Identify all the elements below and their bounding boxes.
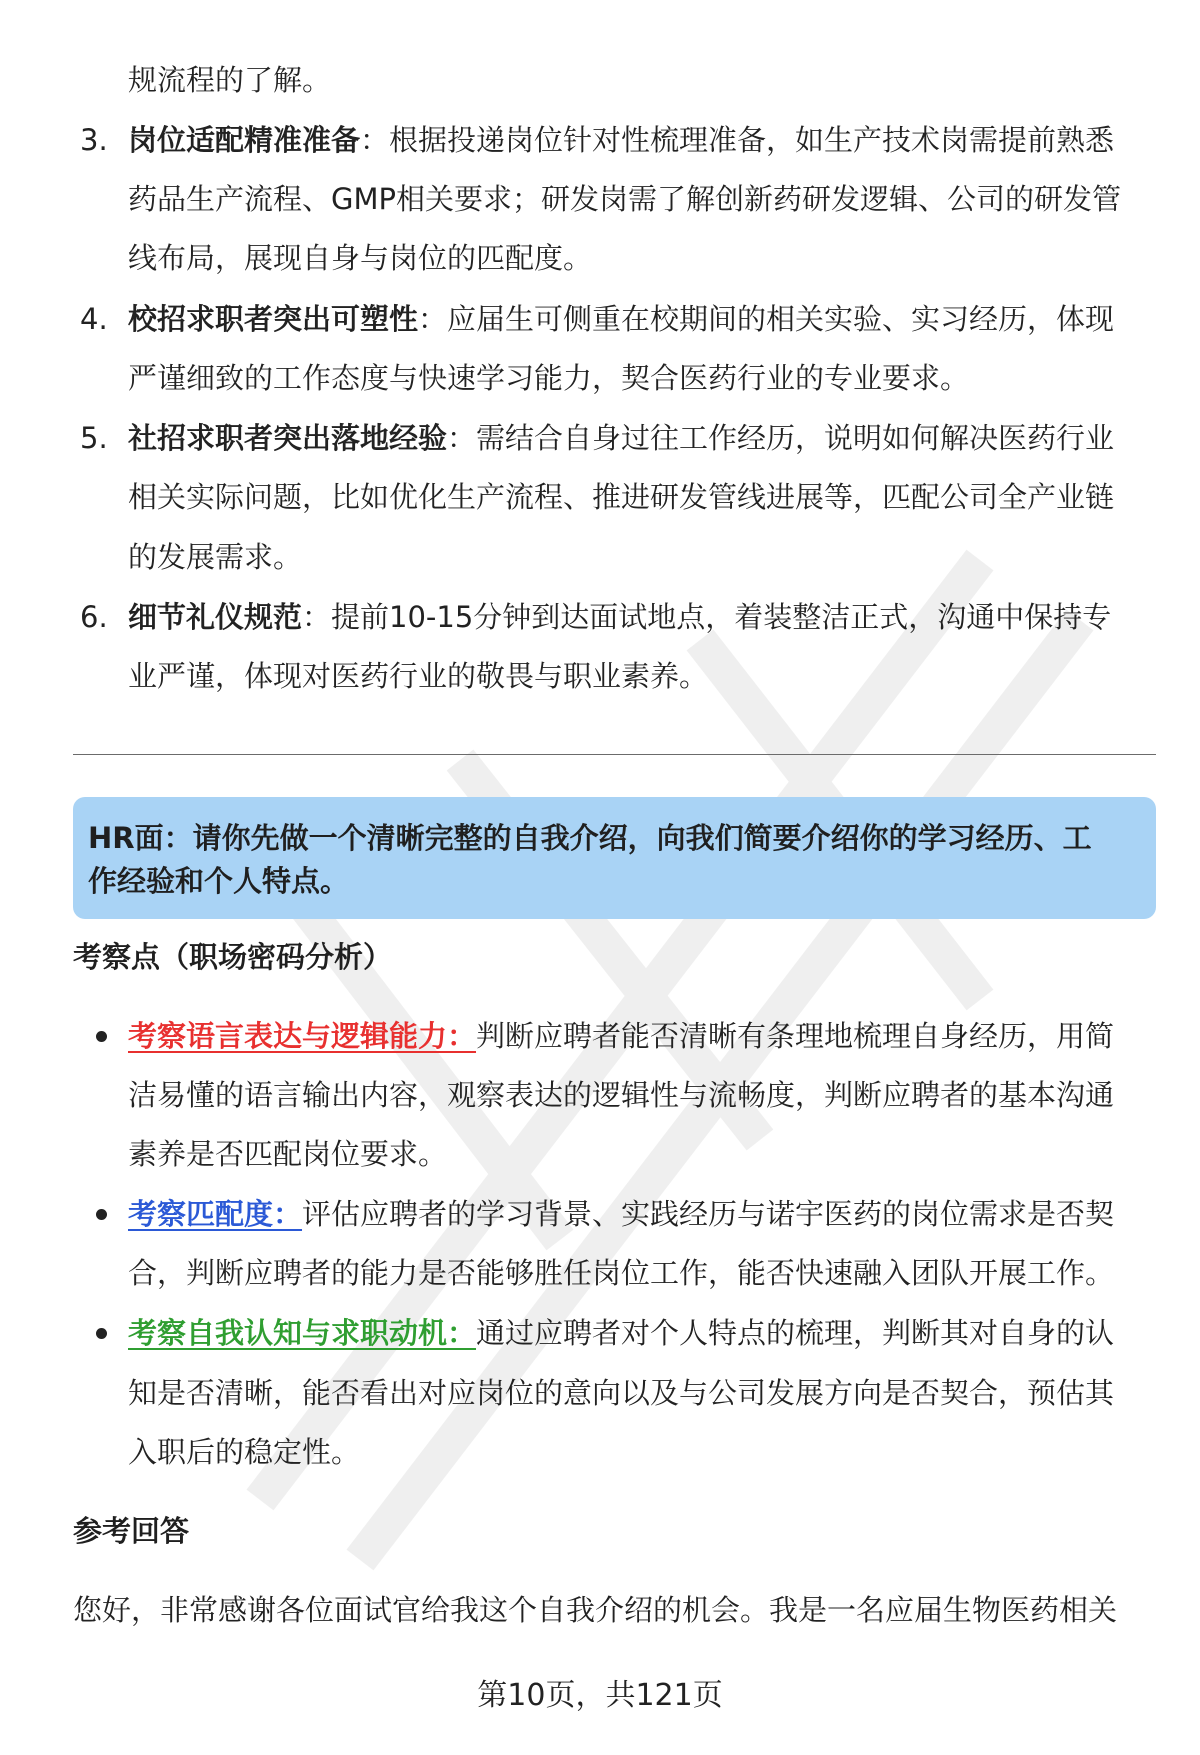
list-item-title: 校招求职者突出可塑性	[128, 302, 419, 336]
bullet-keyword: 考察匹配度：	[128, 1197, 303, 1231]
list-number: 3.	[80, 123, 108, 157]
bullet-keyword: 考察自我认知与求职动机：	[128, 1316, 477, 1350]
analysis-heading: 考察点（职场密码分析）	[73, 940, 393, 974]
list-item-continuation: 规流程的了解。	[128, 63, 332, 97]
bullet-line: 洁易懂的语言输出内容，观察表达的逻辑性与流畅度，判断应聘者的基本沟通	[128, 1078, 1115, 1112]
list-item-line: 线布局，展现自身与岗位的匹配度。	[128, 241, 593, 275]
reference-heading: 参考回答	[73, 1514, 190, 1548]
bullet-dot	[96, 1328, 107, 1339]
list-item-line: 岗位适配精准准备：根据投递岗位针对性梳理准备，如生产技术岗需提前熟悉	[128, 123, 1115, 157]
list-item-line: 严谨细致的工作态度与快速学习能力，契合医药行业的专业要求。	[128, 361, 970, 395]
list-number: 6.	[80, 600, 108, 634]
list-item-line: 业严谨，体现对医药行业的敬畏与职业素养。	[128, 659, 709, 693]
list-number: 5.	[80, 421, 108, 455]
list-item-title: 细节礼仪规范	[128, 600, 303, 634]
bullet-line: 知是否清晰，能否看出对应岗位的意向以及与公司发展方向是否契合，预估其	[128, 1376, 1115, 1410]
bullet-line: 合，判断应聘者的能力是否能够胜任岗位工作，能否快速融入团队开展工作。	[128, 1256, 1115, 1290]
page-number: 第10页，共121页	[477, 1678, 723, 1713]
list-item-line: 细节礼仪规范：提前10-15分钟到达面试地点，着装整洁正式，沟通中保持专	[128, 600, 1112, 634]
section-divider	[73, 754, 1156, 755]
bullet-line: 考察自我认知与求职动机：通过应聘者对个人特点的梳理，判断其对自身的认	[128, 1316, 1115, 1350]
list-item-line: 的发展需求。	[128, 540, 303, 574]
bullet-keyword: 考察语言表达与逻辑能力：	[128, 1019, 477, 1053]
bullet-line: 考察匹配度：评估应聘者的学习背景、实践经历与诺宇医药的岗位需求是否契	[128, 1197, 1115, 1231]
list-item-line: 社招求职者突出落地经验：需结合自身过往工作经历，说明如何解决医药行业	[128, 421, 1115, 455]
list-number: 4.	[80, 302, 108, 336]
list-item-line: 药品生产流程、GMP相关要求；研发岗需了解创新药研发逻辑、公司的研发管	[128, 182, 1121, 216]
list-item-line: 校招求职者突出可塑性：应届生可侧重在校期间的相关实验、实习经历，体现	[128, 302, 1115, 336]
bullet-dot	[96, 1031, 107, 1042]
hr-question-line: 作经验和个人特点。	[88, 864, 350, 898]
bullet-line: 入职后的稳定性。	[128, 1435, 361, 1469]
bullet-line: 考察语言表达与逻辑能力：判断应聘者能否清晰有条理地梳理自身经历，用简	[128, 1019, 1115, 1053]
bullet-dot	[96, 1209, 107, 1220]
hr-question-line: HR面：请你先做一个清晰完整的自我介绍，向我们简要介绍你的学习经历、工	[88, 821, 1092, 855]
reference-text: 您好，非常感谢各位面试官给我这个自我介绍的机会。我是一名应届生物医药相关	[73, 1593, 1118, 1627]
bullet-line: 素养是否匹配岗位要求。	[128, 1137, 448, 1171]
list-item-title: 社招求职者突出落地经验	[128, 421, 448, 455]
list-item-title: 岗位适配精准准备	[128, 123, 361, 157]
list-item-line: 相关实际问题，比如优化生产流程、推进研发管线进展等，匹配公司全产业链	[128, 480, 1115, 514]
